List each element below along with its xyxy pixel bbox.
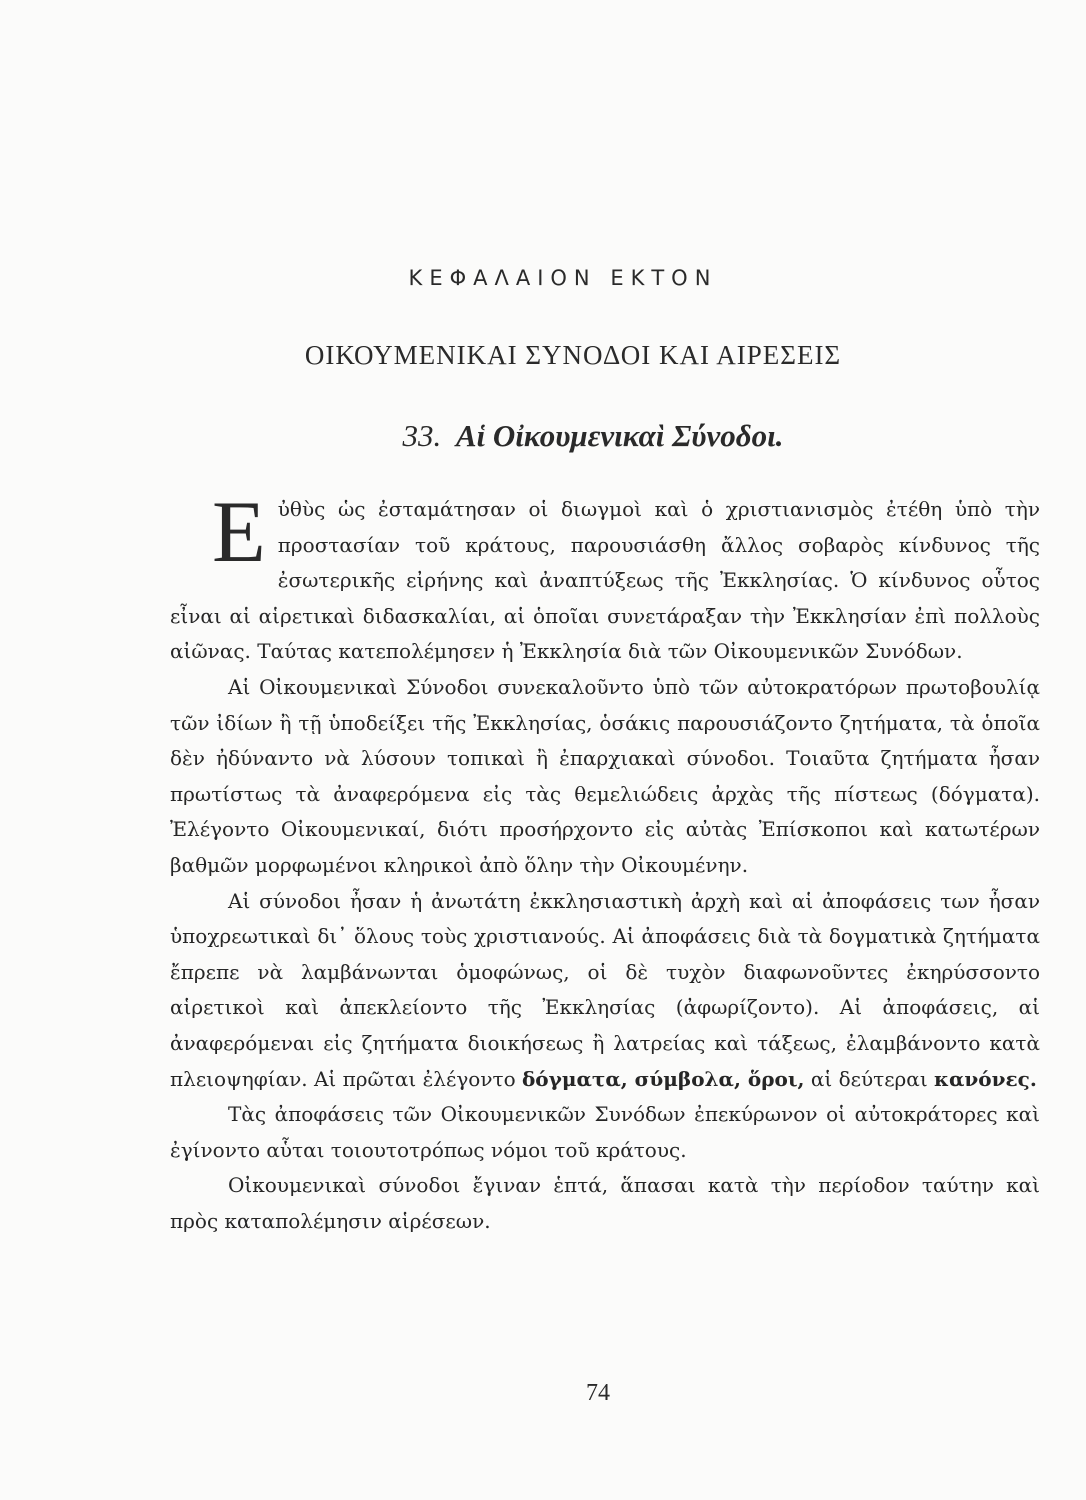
paragraph-3-middle: αἱ δεύτεραι: [810, 1066, 928, 1091]
part-title: ΟΙΚΟΥΜΕΝΙΚΑΙ ΣΥΝΟΔΟΙ ΚΑΙ ΑΙΡΕΣΕΙΣ: [304, 340, 842, 370]
paragraph-1: [170, 484, 1040, 670]
paragraph-3: [170, 884, 1040, 1098]
chapter-label: ΚΕΦΑΛΑΙΟΝ ΕΚΤΟΝ: [408, 266, 718, 290]
body-text: [170, 484, 1040, 1239]
paragraph-4: Τὰς ἀποφάσεις τῶν Οἰκουμενικῶν Συνόδων ἐπεκύρωνον οἱ αὐτοκράτορες καὶ ἐγίνοντο αὗται τοιουτοτρόπως νόμοι τοῦ κράτους.: [170, 1102, 1040, 1162]
drop-cap-initial: Ε: [212, 484, 266, 581]
paragraph-5: Οἰκουμενικαὶ σύνοδοι ἔγιναν ἑπτά, ἅπασαι κατὰ τὴν περίοδον ταύτην καὶ πρὸς καταπολέμησιν αἱρέσεων.: [170, 1173, 1040, 1233]
bold-term-dogmata: δόγματα, σύμβολα, ὅροι,: [521, 1066, 805, 1091]
paragraph-3-text: Αἱ σύνοδοι ἦσαν ἡ ἀνωτάτη ἐκκλησιαστικὴ ἀρχὴ καὶ αἱ ἀποφάσεις των ἦσαν ὑποχρεωτικαὶ δι᾽ ὅλους τοὺς χριστιανούς. Αἱ ἀποφάσεις διὰ τὰ δογματικὰ ζητήματα ἔπρεπε νὰ λαμβάνωνται ὁμοφώνως, οἱ δὲ τυχὸν διαφωνοῦντες ἐκηρύσσοντο αἱρετικοὶ καὶ ἀπεκλείοντο τῆς Ἐκκλησίας (ἀφωρίζοντο). Αἱ ἀποφάσεις, αἱ ἀναφερόμεναι εἰς ζητήματα διοικήσεως ἢ λατρείας καὶ τάξεως, ἐλαμβάνοντο κατὰ πλειοψηφίαν. Αἱ πρῶται ἐλέγοντο: [170, 888, 1040, 1091]
section-heading: [0, 418, 1086, 454]
section-number: 33.: [402, 418, 442, 453]
page-number: 74: [586, 1380, 610, 1406]
paragraph-2: Αἱ Οἰκουμενικαὶ Σύνοδοι συνεκαλοῦντο ὑπὸ τῶν αὐτοκρατόρων πρωτοβουλίᾳ τῶν ἰδίων ἢ τῇ ὑποδείξει τῆς Ἐκκλησίας, ὁσάκις παρουσιάζοντο ζητήματα, τὰ ὁποῖα δὲν ἠδύναντο νὰ λύσουν τοπικαὶ ἢ ἐπαρχιακαὶ σύνοδοι. Τοιαῦτα ζητήματα ἦσαν πρωτίστως τὰ ἀναφερόμενα εἰς τὰς θεμελιώδεις ἀρχὰς τῆς πίστεως (δόγματα). Ἐλέγοντο Οἰκουμενικαί, διότι προσήρχοντο εἰς αὐτὰς Ἐπίσκοποι καὶ κατωτέρων βαθμῶν μορφωμένοι κληρικοὶ ἀπὸ ὅλην τὴν Οἰκουμένην.: [170, 674, 1040, 877]
paragraph-1-text: ὐθὺς ὡς ἐσταμάτησαν οἱ διωγμοὶ καὶ ὁ χριστιανισμὸς ἐτέθη ὑπὸ τὴν προστασίαν τοῦ κράτους, παρουσιάσθη ἄλλος σοβαρὸς κίνδυνος τῆς ἐσωτερικῆς εἰρήνης καὶ ἀναπτύξεως τῆς Ἐκκλησίας. Ὁ κίνδυνος οὗτος εἶναι αἱ αἱρετικαὶ διδασκαλίαι, αἱ ὁποῖαι συνετάραξαν τὴν Ἐκκλησίαν ἐπὶ πολλοὺς αἰῶνας. Ταύτας κατεπολέμησεν ἡ Ἐκκλησία διὰ τῶν Οἰκουμενικῶν Συνόδων.: [170, 497, 1040, 664]
section-title: Αἱ Οἰκουμενικαὶ Σύνοδοι.: [455, 418, 784, 453]
bold-term-kanones: κανόνες.: [934, 1066, 1037, 1091]
